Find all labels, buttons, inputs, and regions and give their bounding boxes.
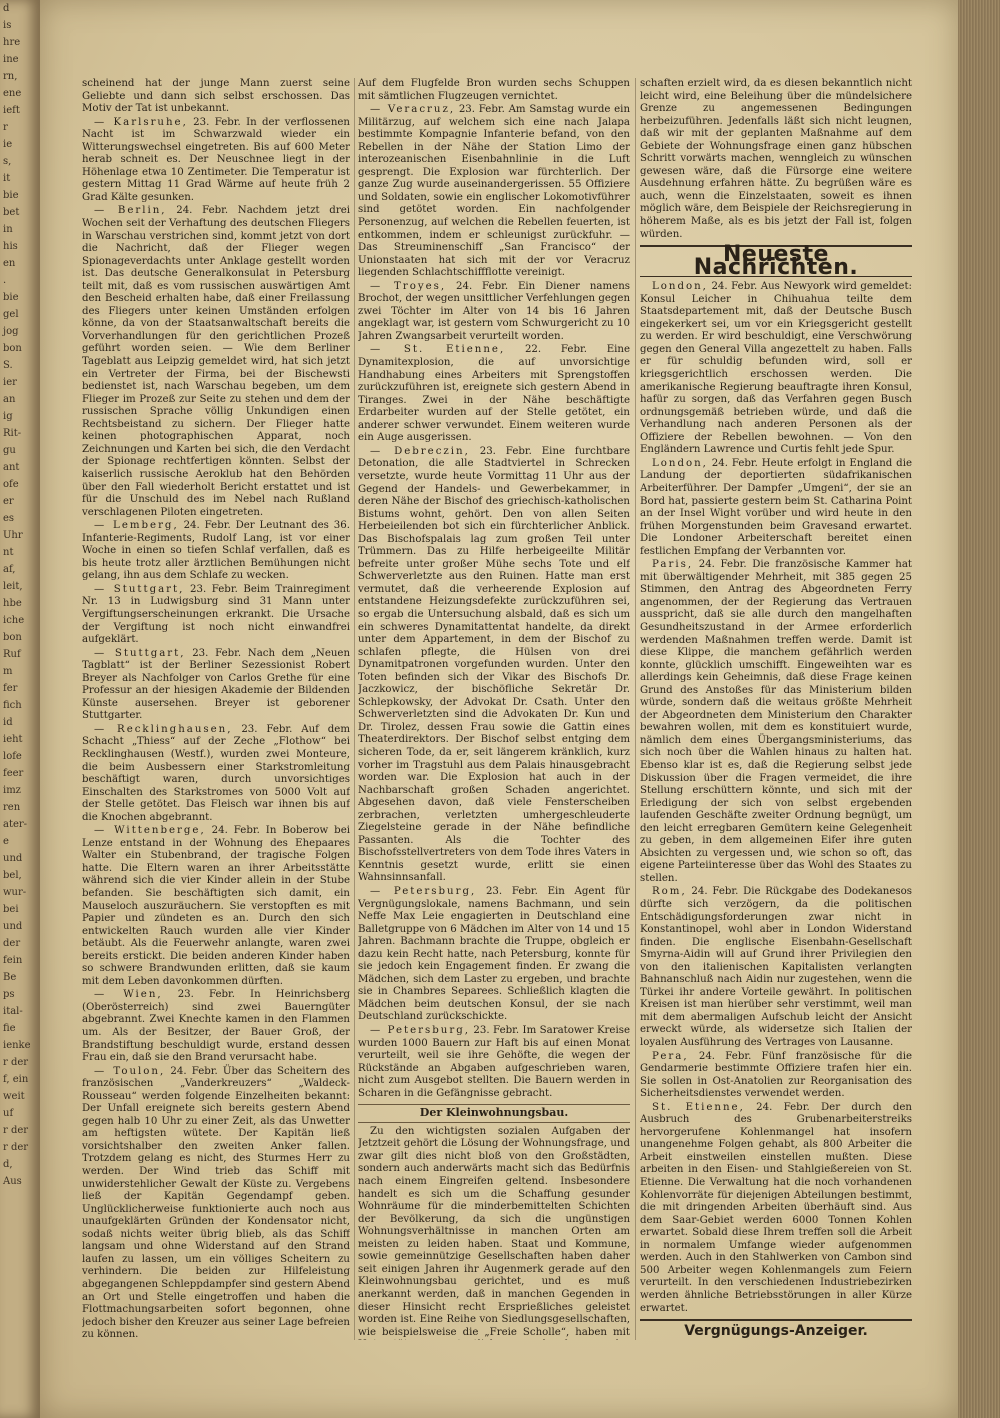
dateline: — Debreczin,	[370, 445, 470, 457]
article-text: 24. Febr. Über das Scheitern des französischen „Vanderkreuzers“ „Waldeck-Rousseau“ werden folgende Einzelheiten bekannt: Der Unfall ereignete sich bereits gestern Abend gegen halb 10 Uhr zu einer Zeit, als das Unwetter am heftigsten wütete. Der Kapitän ließ vorsichtshalber den zweiten Anker fallen. Trotzdem gelang es nicht, des Sturmes Herr zu werden. Der Wind trieb das Schiff mit unwiderstehlicher Gewalt der Küste zu. Vergebens ließ der Kapitän Gegendampf geben. Unglücklicherweise funktionierte auch noch aus unaufgeklärten Gründen der Kondensator nicht, sodaß nichts weiter übrig blieb, als das Schiff langsam und ohne Widerstand auf den Strand laufen zu lassen, um ein völliges Scheitern zu verhindern. Die beiden zur Hilfeleistung abgegangenen Schleppdampfer sind gestern Abend an Ort und Stelle eingetroffen und haben die Flottmachungsarbeiten sofort begonnen, ohne jedoch bisher den Kreuzer aus seiner Lage befreien zu können.	[82, 1065, 350, 1340]
previous-page-fragment: S.	[3, 360, 13, 371]
previous-page-fragment: hre	[3, 37, 21, 48]
previous-page-fragment: ienke	[3, 1040, 31, 1051]
previous-page-fragment: r der	[3, 1057, 29, 1068]
article-paragraph	[82, 724, 350, 824]
article-paragraph	[358, 1025, 630, 1100]
article-continuation: schaften erzielt wird, da es diesen bekanntlich nicht leicht wird, eine Beleihung über die mündelsichere Grenze zu angemessenen Bedingungen herbeizuführen. Jedenfalls läßt sich nicht leugnen, daß wir mit der geplanten Maßnahme auf dem Gebiete der Wohnungsfrage einen ganz hübschen Schritt vorwärts machen, wenngleich zu wünschen gewesen wäre, daß die Fürsorge eine weitere Ausdehnung erfahren hätte. Zu begrüßen wäre es auch, wenn die Einzelstaaten, soweit es ihnen möglich wäre, dem Beispiele der Reichsregierung in höherem Maße, als es bis jetzt der Fall ist, folgen würden.	[640, 78, 912, 240]
dateline: London,	[652, 457, 708, 469]
previous-page-fragment: m	[3, 666, 13, 677]
article-text: 24. Febr. Der Leutnant des 36. Infanterie-Regiments, Rudolf Lang, ist vor einer Woche in einen so tiefen Schlaf verfallen, daß es bis heute trotz aller ärztlichen Bemühungen nicht gelang, ihn aus dem Schlafe zu wecken.	[82, 520, 350, 582]
previous-page-fragment: id	[3, 717, 13, 728]
previous-page-fragment: ren	[3, 802, 21, 813]
article-paragraph	[82, 1066, 350, 1340]
news-list	[640, 281, 912, 1315]
previous-page-fragment: jog	[3, 326, 19, 337]
previous-page-fragment: ital-	[3, 1006, 23, 1017]
column-2	[358, 78, 630, 1340]
previous-page-fragment: rn,	[3, 71, 18, 82]
previous-page-fragment: ine	[3, 54, 19, 65]
article-text: 23. Febr. Nach dem „Neuen Tagblatt“ ist der Berliner Sezessionist Robert Breyer als Nachfolger von Carlos Grethe für eine Professur an der hiesigen Akademie der Bildenden Künste ausersehen. Breyer ist geborener Stuttgarter.	[82, 647, 350, 722]
previous-page-fragment: es	[3, 513, 15, 524]
article-paragraph	[640, 1051, 912, 1101]
previous-page-fragment: Be	[3, 972, 17, 983]
article-paragraph	[358, 1126, 630, 1340]
previous-page-fragment: af,	[3, 564, 16, 575]
article-text: 24. Febr. Heute erfolgt in England die Landung der deportierten südafrikanischen Arbeiterführer. Der Dampfer „Umgeni“, der sie an Bord hat, passierte gestern beim St. Catharina Point an der Insel Wight vorüber und wird heute in den frühen Morgenstunden beim Gravesand erwartet. Die Londoner Arbeiterschaft bereitet einen festlichen Empfang der Verbannten vor.	[640, 457, 912, 557]
article-text: 23. Febr. In der verflossenen Nacht ist im Schwarzwald wieder ein Witterungswechsel eingetreten. Bis auf 600 Meter herab schneit es. Der Neuschnee liegt in der Höhenlage etwa 10 Zentimeter. Die Temperatur ist gestern Mittag 11 Grad Wärme auf heute früh 2 Grad Kälte gesunken.	[82, 116, 350, 203]
previous-page-fragment: an	[3, 394, 16, 405]
previous-page-fragment: bel,	[3, 870, 22, 881]
dateline: London,	[652, 281, 708, 293]
article-heading: Der Kleinwohnungsbau.	[358, 1104, 630, 1123]
previous-page-fragment: lofe	[3, 751, 22, 762]
dateline: — Stuttgart,	[94, 583, 185, 595]
previous-page-fragment: gu	[3, 445, 16, 456]
article-text: Auf dem Flugfelde Bron wurden sechs Schuppen mit sämtlichen Flugzeugen vernichtet.	[358, 78, 630, 102]
previous-page-fragment: d,	[3, 1159, 13, 1170]
previous-page-fragment: feer	[3, 768, 24, 779]
previous-page-fragment: r der	[3, 1125, 29, 1136]
article-paragraph	[640, 886, 912, 1049]
previous-page-fragment: Uhr	[3, 530, 23, 541]
dateline: — Lemberg,	[94, 520, 179, 532]
previous-page-fragment: ps	[3, 989, 15, 1000]
previous-page-fragment: bei	[3, 904, 19, 915]
previous-page-fragment: leit,	[3, 581, 23, 592]
previous-page-fragment: Aus	[3, 1176, 22, 1187]
dateline: — Stuttgart,	[94, 647, 186, 659]
previous-page-fragment: ieht	[3, 734, 23, 745]
article-paragraph	[358, 78, 630, 103]
dateline: — Berlin,	[94, 205, 167, 217]
article-paragraph	[640, 1102, 912, 1315]
dateline: — Toulon,	[94, 1065, 166, 1077]
article-paragraph	[640, 281, 912, 457]
article-paragraph	[358, 104, 630, 280]
previous-page-edge	[0, 0, 40, 1418]
previous-page-fragment: fein	[3, 955, 23, 966]
section-heading-vergnuegungs-anzeiger: Vergnügungs-Anzeiger.	[640, 1319, 912, 1338]
previous-page-fragment: ater-	[3, 819, 28, 830]
article-text: 23. Febr. Beim Trainregiment Nr. 13 in Ludwigsburg sind 31 Mann unter Vergiftungserscheinungen erkrankt. Die Ursache der Vergiftung ist noch nicht einwandfrei aufgeklärt.	[82, 583, 350, 646]
article-text: 22. Febr. Eine Dynamitexplosion, die auf unvorsichtige Handhabung eines Arbeiters mit Sprengstoffen zurückzuführen ist, ereignete sich gestern Abend in Tiranges. Zwei in der Nähe beschäftigte Erdarbeiter wurden auf der Stelle getötet, ein anderer schwer verwundet. Einem weiteren wurde ein Auge ausgerissen.	[358, 344, 630, 444]
article-text: 23. Febr. In Heinrichsberg (Oberösterreich) sind zwei Bauerngüter abgebrannt. Zwei Knechte kamen in den Flammen um. Als der Besitzer, der Bauer Groß, der Brandstiftung beschuldigt wurde, erstand dessen Frau ein, daß sie den Brand verursacht habe.	[82, 989, 350, 1064]
column-3	[640, 78, 912, 1340]
previous-page-fragment: ie	[3, 139, 13, 150]
previous-page-fragment: is	[3, 20, 12, 31]
previous-page-fragment: ig	[3, 411, 13, 422]
dateline: St. Etienne,	[652, 1101, 745, 1113]
previous-page-fragment: ant	[3, 462, 20, 473]
previous-page-fragment: r	[3, 122, 8, 133]
previous-page-fragment: it	[3, 173, 11, 184]
previous-page-fragment: f, ein	[3, 1074, 29, 1085]
article-text: 23. Febr. Auf dem Schacht „Thiess“ auf der Zeche „Flothow“ bei Recklinghausen (Westf.), wurden zwei Monteure, die beim Ausbessern einer Starkstromleitung beschäftigt waren, durch unvorsichtiges Einschalten des Starkstromes von 5000 Volt auf der Stelle getötet. Das Fleisch war ihnen bis auf die Knochen abgebrannt.	[82, 723, 350, 823]
article-paragraph	[82, 989, 350, 1064]
previous-page-fragment: d	[3, 3, 10, 14]
previous-page-fragment: ofe	[3, 479, 19, 490]
previous-page-fragment: e	[3, 836, 9, 847]
article-paragraph	[358, 446, 630, 885]
article-text: 24. Febr. Die französische Kammer hat mit überwältigender Mehrheit, mit 385 gegen 25 Stimmen, den Antrag des Abgeordneten Ferry angenommen, der der Regierung das Vertrauen ausspricht, daß sie alle durch den mangelhaften Gesundheitszustand in der Armee erforderlich werdenden Maßnahmen treffen werde. Damit ist diese Klippe, die manchem gefährlich werden konnte, glücklich umschifft. Eingeweihten war es allerdings kein Geheimnis, daß diese Frage keinen Grund des Anstoßes für das Ministerium bilden würde, sondern daß die weitaus größte Mehrheit der Abgeordneten dem Ministerium den Charakter bewahren wollen, mit dem es konstituiert wurde, nämlich dem eines Übergangsministeriums, das sich noch über die Wahlen hinaus zu halten hat. Ebenso klar ist es, daß die Regierung selbst jede Diskussion über die Fragen vermeidet, die ihre Stellung erschüttern könnte, und sich mit der Erledigung der sich von selbst ergebenden laufenden Geschäfte zweiter Ordnung begnügt, um den leicht erregbaren Gemütern keine Gelegenheit zu geben, in dem allgemeinen Eifer ihre guten Absichten zu vergessen und, wie schon so oft, das eigene Parteiinteresse über das Wohl des Staates zu stellen.	[640, 559, 912, 884]
previous-page-fragment: weit	[3, 1091, 25, 1102]
previous-page-fragment: in	[3, 224, 13, 235]
dateline: Paris,	[652, 559, 694, 571]
previous-page-fragment: his	[3, 241, 18, 252]
dateline: — Wittenberge,	[94, 825, 206, 837]
article-paragraph	[640, 458, 912, 558]
article-paragraph	[82, 520, 350, 583]
article-paragraph	[640, 559, 912, 885]
article-paragraph	[358, 886, 630, 1024]
article-text: 24. Febr. Die Rückgabe des Dodekanesos dürfte sich verzögern, da die politischen Entschädigungsforderungen zwar nicht in Konstantinopel, wohl aber in London Widerstand finden. Die englische Eisenbahn-Gesellschaft Smyrna-Aidin will auf Grund ihrer Privilegien den von den italienischen Kapitalisten verlangten Bahnanschluß nach Aidin nur zugestehen, wenn die Türkei ihr andere Vorteile gewährt. In politischen Kreisen ist man hierüber sehr verstimmt, weil man mit dem abermaligen Aufschub leicht der Ansicht erweckt würde, als widersetze sich Italien der loyalen Ausführung des Vertrages von Lausanne.	[640, 886, 912, 1049]
article-paragraph	[358, 281, 630, 344]
column-rule	[354, 78, 355, 1340]
previous-page-fragment: imz	[3, 785, 21, 796]
article-text: 24. Febr. Aus Newyork wird gemeldet: Konsul Leicher in Chihuahua teilte dem Staatsdepartement mit, daß der Deutsche Busch eingekerkert sei, um vor ein Kriegsgericht gestellt zu werden. Er wird beschuldigt, eine Verschwörung gegen den General Villa angezettelt zu haben. Falls er für schuldig befunden wird, soll er kriegsgerichtlich erschossen werden. Die amerikanische Regierung beauftragte ihren Konsul, hafür zu sorgen, daß das Verfahren gegen Busch ordnungsgemäß betrieben würde, und daß die Verhandlung nach anderen Personen als der Offiziere der Rebellen bewohnen. — Von den Engländern Lawrence und Curtis fehlt jede Spur.	[640, 281, 912, 456]
dateline: — Troyes,	[370, 280, 447, 292]
previous-page-fragment: bie	[3, 190, 19, 201]
previous-page-fragment: bon	[3, 343, 22, 354]
previous-page-fragment: en	[3, 258, 16, 269]
dateline: — Wien,	[94, 989, 163, 1001]
article-paragraph	[82, 825, 350, 988]
dateline: — Petersburg,	[370, 886, 477, 897]
previous-page-fragment: der	[3, 938, 21, 949]
article-paragraph	[82, 584, 350, 647]
dateline: Pera,	[652, 1050, 689, 1062]
dateline: — Karlsruhe,	[94, 116, 188, 128]
article-paragraph	[82, 117, 350, 205]
previous-page-fragment: und	[3, 921, 23, 932]
previous-page-fragment: Ruf	[3, 649, 21, 660]
previous-page-fragment: hbe	[3, 598, 22, 609]
previous-page-fragment: bie	[3, 292, 19, 303]
article-text: 23. Febr. Im Saratower Kreise wurden 1000 Bauern zur Haft bis auf einen Monat verurteilt, weil sie ihre Gehöfte, die wegen der Rückstände an Abgaben aufgeschrieben waren, nicht zum Ausgebot stellten. Die Bauern werden in Scharen in die Gefängnisse gebracht.	[358, 1025, 630, 1099]
article-text: 23. Febr. Eine furchtbare Detonation, die alle Stadtviertel in Schrecken versetzte, wurde heute Vormittag 11 Uhr aus der Gegend der Handels- und Gewerbekammer, in deren Nähe der Bischof des griechisch-katholischen Bistums wohnt, gehört. Den von allen Seiten Herbeieilenden bot sich ein fürchterlicher Anblick. Das Bischofspalais lag zum großen Teil unter Trümmern. Das zu Hilfe herbeigeeilte Militär befreite unter großer Mühe sechs Tote und elf Schwerverletzte aus den Ruinen. Hatte man erst vermutet, daß die verheerende Explosion auf entstandene Heizungsdefekte zurückzuführen sei, so ergab die Untersuchung alsbald, daß es sich um ein schweres Dynamitattentat handelte, da direkt unter dem Appartement, in dem der Bischof zu schlafen pflegte, die Hülsen von drei Dynamitpatronen vorgefunden wurden. Unter den Toten befinden sich der Vikar des Bischofs Dr. Jaczkowicz, der bischöfliche Sekretär Dr. Schlepkowsky, der Advokat Dr. Csath. Unter den Schwerverletzten sind die Advokaten Dr. Kun und Dr. Tirolez, dessen Frau sowie die Gattin eines Theaterdirektors. Der Bischof selbst entging dem sicheren Tode, da er, seit längerem kränklich, kurz vorher im Tragstuhl aus dem Palais hinausgebracht worden war. Die Explosion hat auch in der Nachbarschaft großen Schaden angerichtet. Abgesehen davon, daß viele Fensterscheiben zerbrachen, verletzten umhergeschleuderte Ziegelsteine gerade in der Nähe befindliche Passanten. Als die Tochter des Bischofsstellvertreters von dem Tode ihres Vaters in Kenntnis gesetzt wurde, erlitt sie einen Wahnsinnsanfall.	[358, 445, 630, 884]
article-text: 24. Febr. Der durch den Ausbruch des Grubenarbeiterstreiks hervorgerufene Kohlenmangel hat insofern unangenehme Folgen gehabt, als 800 Arbeiter die Arbeit einstweilen einstellen mußten. Diese arbeiten in den Eisen- und Stahlgießereien von St. Etienne. Die Verwaltung hat die noch vorhandenen Kohlenvorräte für diejenigen Abteilungen bestimmt, die mit dringenden Arbeiten überhäuft sind. Aus dem Saar-Gebiet werden 6000 Tonnen Kohlen erwartet. Sobald diese Ihrem treffen soll die Arbeit in normalem Umfange wieder aufgenommen werden. Auch in den Stahlwerken von Cambon sind 500 Arbeiter wegen Kohlenmangels zum Feiern verurteilt. In den verschiedenen Industriebezirken werden ähnliche Betriebsstörungen in aller Kürze erwartet.	[640, 1101, 912, 1314]
previous-page-fragment: uf	[3, 1108, 14, 1119]
article-paragraph	[358, 344, 630, 444]
previous-page-fragment: fich	[3, 700, 22, 711]
dateline: — Veracruz,	[370, 104, 456, 116]
article-text: 24. Febr. In Boberow bei Lenze entstand in der Wohnung des Ehepaares Walter ein Stubenbrand, der tragische Folgen hatte. Die Eltern waren an ihrer Arbeitsstätte während sich die vier Kinder allein in der Stube befanden. Sie beschäftigten sich damit, ein Mauseloch auszuräuchern. Sie verstopften es mit Papier und zündeten es an. Durch den sich entwickelten Rauch wurden alle vier Kinder betäubt. Als die Feuerwehr anlangte, waren zwei bereits erstickt. Die beiden anderen Kinder haben so schwere Brandwunden erlitten, daß sie kaum mit dem Leben davonkommen dürften.	[82, 825, 350, 987]
previous-page-fragment: Rit-	[3, 428, 22, 439]
previous-page-fragment: bet	[3, 207, 20, 218]
dateline: — St. Etienne,	[370, 344, 506, 356]
column-rule	[635, 78, 636, 1340]
previous-page-fragment: und	[3, 853, 23, 864]
previous-page-fragment: wur-	[3, 887, 27, 898]
previous-page-fragment: nt	[3, 547, 14, 558]
previous-page-fragment: gel	[3, 309, 19, 320]
previous-page-fragment: er	[3, 496, 14, 507]
article-text: Zu den wichtigsten sozialen Aufgaben der Jetztzeit gehört die Lösung der Wohnungsfrage, und zwar gilt dies nicht bloß von den Großstädten, sondern auch anderwärts macht sich das Bedürfnis nach einem Eingreifen geltend. Insbesondere handelt es sich um die Schaffung gesunder Wohnräume für die minderbemittelten Schichten der Bevölkerung, da sich die ungünstigen Wohnungsverhältnisse in manchen Orten am meisten zu leiden haben. Staat und Kommune, sowie gemeinnützige Gesellschaften haben daher seit einigen Jahren ihr Augenmerk gerade auf den Kleinwohnungsbau gerichtet, und es muß anerkannt werden, daß in manchen Gegenden in dieser Hinsicht recht Ersprießliches geleistet worden ist. Eine Reihe von Siedlungsgesellschaften, wie beispielsweise die „Freie Scholle“, haben mit	[358, 1125, 630, 1338]
previous-page-fragment: .	[3, 275, 7, 286]
previous-page-fragment: iche	[3, 615, 25, 626]
article-text: 24. Febr. Ein Diener namens Brochot, der wegen unsittlicher Verfehlungen gegen zwei Töchter im Alter von 14 bis 16 Jahren angeklagt war, ist gestern vom Schwurgericht zu 10 Jahren Zwangsarbeit verurteilt worden.	[358, 280, 630, 342]
article-text: 23. Febr. Am Samstag wurde ein Militärzug, auf welchem sich eine nach Jalapa bestimmte Kompagnie Infanterie befand, von den Rebellen in der Nähe der Station Limo der interozeanischen Eisenbahnlinie in die Luft gesprengt. Die Explosion war fürchterlich. Der ganze Zug wurde auseinandergerissen. 55 Offiziere und Soldaten, sowie ein englischer Lokomotivführer sind getötet worden. Ein nachfolgender Personenzug, auf welchen die Rebellen feuerten, ist entkommen, indem er schleunigst zurückfuhr. — Das Streuminenschiff „San Francisco“ der Unionstaaten hat sich mit der vor Veracruz liegenden Schlachtschiffflotte vereinigt.	[358, 104, 630, 279]
article-text: 24. Febr. Nachdem jetzt drei Wochen seit der Verhaftung des deutschen Fliegers in Warschau verstrichen sind, kommt jetzt von dort die Nachricht, daß der Flieger wegen Spionageverdachts unter Anklage gestellt worden ist. Das deutsche Generalkonsulat in Petersburg teilt mit, daß es vom russischen auswärtigen Amt den Bescheid erhalten habe, daß einer Freilassung des Fliegers unter keinen Umständen erfolgen könne, da von der Staatsanwaltschaft bereits die Vorverhandlungen für den gerichtlichen Prozeß geführt worden seien. — Wie dem Berliner Tageblatt aus Leipzig gemeldet wird, hat sich jetzt ein Vertreter der Firma, bei der Bischewsti bedienstet ist, nach Warschau begeben, um dem Flieger im Prozeß zur Seite zu stehen und dem der russischen Sprache völlig Unkundigen einen Rechtsbeistand zu sichern. Der Flieger hatte keinen photographischen Apparat, noch Zeichnungen und Karten bei sich, die den Verdacht der Spionage rechtfertigen könnten. Selbst der kaiserlich russische Aeroklub hat den Behörden über den Fall wiederholt Bericht erstattet und ist für die Unschuld des im Nebel nach Rußland verschlagenen Piloten eingetreten.	[82, 205, 350, 518]
dateline: Rom,	[652, 886, 687, 898]
article-paragraph	[82, 648, 350, 723]
article-paragraph	[82, 205, 350, 519]
previous-page-fragment: ier	[3, 377, 17, 388]
dateline: — Petersburg,	[370, 1025, 470, 1037]
dateline: — Recklinghausen,	[94, 723, 233, 735]
article-text: 23. Febr. Ein Agent für Vergnügungslokale, namens Bachmann, und sein Neffe Max Leie engagierten in Deutschland eine Balletgruppe von 6 Mädchen im Alter von 14 und 15 Jahren. Bachmann brachte die Truppe, obgleich er dazu kein Recht hatte, nach Petersburg, konnte für sie jedoch kein Engagement finden. Er zwang die Mädchen, sich dem Laster zu ergeben, und brachte sie in Chambres Separees. Schließlich klagten die Mädchen beim deutschen Konsul, der sie nach Deutschland zurückschickte.	[358, 886, 630, 1023]
section-heading-neueste-nachrichten: Neueste Nachrichten.	[640, 245, 912, 277]
previous-page-fragment: r der	[3, 1142, 29, 1153]
previous-page-fragment: s,	[3, 156, 12, 167]
book-page-edges	[958, 0, 1000, 1418]
previous-page-fragment: ieft	[3, 105, 20, 116]
previous-page-fragment: fer	[3, 683, 18, 694]
article-paragraph	[82, 78, 350, 116]
article-text: scheinend hat der junge Mann zuerst seine Geliebte und dann sich selbst erschossen. Das Motiv der Tat ist unbekannt.	[82, 78, 350, 115]
previous-page-fragment: ene	[3, 88, 22, 99]
previous-page-fragment: bon	[3, 632, 22, 643]
column-1	[82, 78, 350, 1340]
article-text: 24. Febr. Fünf französische für die Gendarmerie bestimmte Offiziere trafen hier ein. Sie sollen in Ost-Anatolien zur Reorganisation des Sicherheitsdienstes verwendet werden.	[640, 1050, 912, 1100]
previous-page-fragment: fie	[3, 1023, 16, 1034]
